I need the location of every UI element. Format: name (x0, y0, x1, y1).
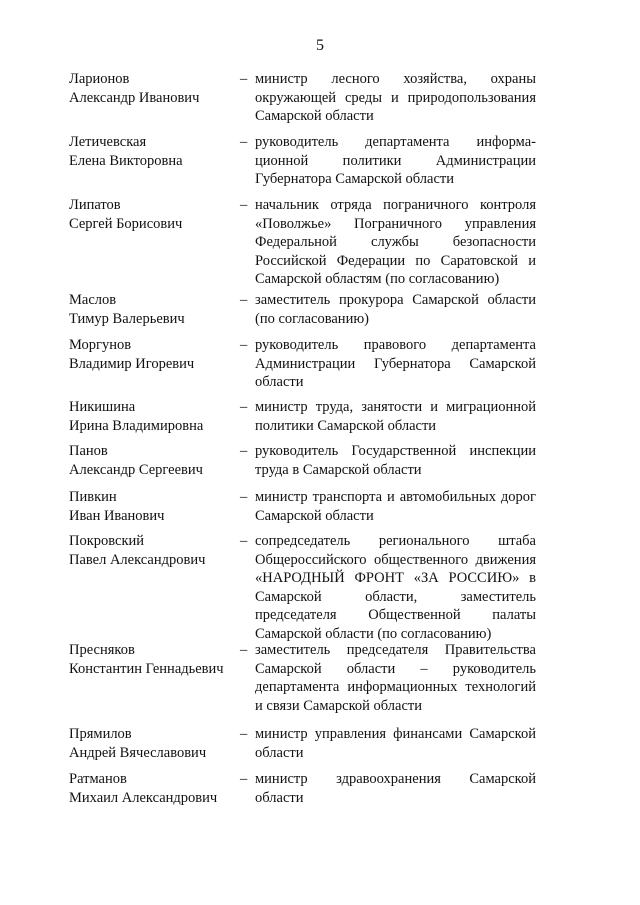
person-name: Пресняков Константин Геннадьевич (69, 642, 224, 677)
dash-separator: – (240, 292, 248, 308)
position-description: сопредседатель регионального штаба Общероссийского общественного движения «НАРОДНЫЙ ФРОНТ «ЗА РОССИЮ» в Самарской области, заместитель председателя Общественной палаты Самарской области (по согласованию) (255, 533, 536, 642)
dash-separator: – (240, 134, 248, 150)
person-name: Липатов Сергей Борисович (69, 197, 183, 232)
position-description: руководитель Государственной инспекции труда в Самарской области (255, 443, 536, 478)
page-number: 5 (316, 37, 324, 54)
list-item (0, 725, 640, 761)
dash-separator: – (240, 771, 248, 787)
dash-separator: – (240, 443, 248, 459)
position-description: руководитель правового департамента Администрации Губернатора Самарской области (255, 337, 536, 390)
list-item (0, 196, 640, 287)
dash-separator: – (240, 197, 248, 213)
dash-separator: – (240, 71, 248, 87)
list-item (0, 442, 640, 478)
dash-separator: – (240, 337, 248, 353)
list-item (0, 70, 640, 124)
position-description: министр управления финансами Самарской области (255, 726, 536, 761)
list-item (0, 488, 640, 524)
list-item (0, 398, 640, 434)
dash-separator: – (240, 489, 248, 505)
list-item (0, 291, 640, 327)
list-item (0, 532, 640, 642)
position-description: министр труда, занятости и миграционной политики Самарской области (255, 399, 536, 434)
person-name: Маслов Тимур Валерьевич (69, 292, 185, 327)
position-description: начальник отряда пограничного контроля «Поволжье» Пограничного управления Федеральной службы безопасности Российской Федерации по Саратовской и Самарской областям (по согласованию) (255, 197, 536, 287)
person-name: Прямилов Андрей Вячеславович (69, 726, 207, 761)
dash-separator: – (240, 533, 248, 549)
position-description: руководитель департамента информа-ционной политики Администрации Губернатора Самарской области (255, 134, 536, 187)
person-name: Панов Александр Сергеевич (69, 443, 203, 478)
list-item (0, 336, 640, 390)
position-description: министр транспорта и автомобильных дорог Самарской области (255, 489, 536, 524)
person-name: Пивкин Иван Иванович (69, 489, 165, 524)
dash-separator: – (240, 642, 248, 658)
person-name: Ларионов Александр Иванович (69, 71, 200, 106)
position-description: заместитель председателя Правительства Самарской области – руководитель департамента информационных технологий и связи Самарской области (255, 642, 536, 714)
list-item (0, 770, 640, 806)
person-name: Летичевская Елена Викторовна (69, 134, 183, 169)
dash-separator: – (240, 399, 248, 415)
person-name: Моргунов Владимир Игоревич (69, 337, 195, 372)
list-item (0, 641, 640, 714)
dash-separator: – (240, 726, 248, 742)
position-description: заместитель прокурора Самарской области (по согласованию) (255, 292, 536, 327)
person-name: Покровский Павел Александрович (69, 533, 206, 568)
position-description: министр здравоохранения Самарской области (255, 771, 536, 806)
person-name: Никишина Ирина Владимировна (69, 399, 204, 434)
position-description: министр лесного хозяйства, охраны окружающей среды и природопользования Самарской области (255, 71, 536, 124)
list-item (0, 133, 640, 187)
person-name: Ратманов Михаил Александрович (69, 771, 218, 806)
